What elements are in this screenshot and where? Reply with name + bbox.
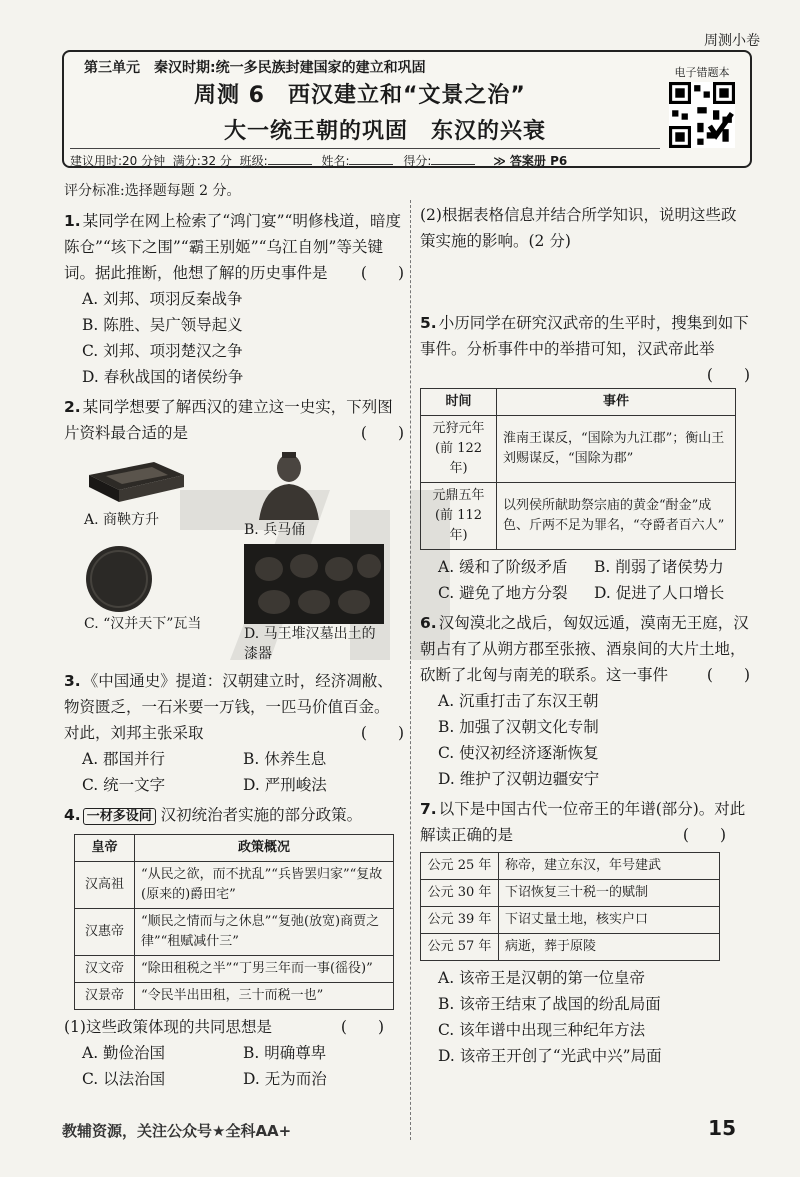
q2-option-d[interactable] <box>244 544 384 664</box>
q5-stem: 小历同学在研究汉武帝的生平时，搜集到如下事件。分析事件中的举措可知，汉武帝此举 <box>420 314 749 358</box>
q4-sub2: (2)根据表格信息并结合所学知识，说明这些政策实施的影响。(2 分) <box>420 206 737 250</box>
name-blank[interactable] <box>349 155 393 165</box>
year-cell: 公元 25 年 <box>421 853 499 880</box>
year-cell: 公元 39 年 <box>421 907 499 934</box>
q2-answer-slot[interactable]: ( ) <box>360 424 404 442</box>
q4-policy-table <box>74 834 394 1010</box>
policy-cell: “除田租税之半”“丁男三年而一事(徭役)” <box>135 956 394 983</box>
emperor-cell: 汉景帝 <box>75 983 135 1010</box>
table-row <box>75 983 394 1010</box>
q4-header-emperor: 皇帝 <box>75 835 135 862</box>
q2-option-a-label: A. 商鞅方升 <box>84 512 160 528</box>
q4-option-a[interactable]: A. 勤俭治国 <box>82 1044 166 1062</box>
q4-option-d[interactable]: D. 无为而治 <box>243 1070 327 1088</box>
question-7 <box>420 796 750 1069</box>
q6-number: 6. <box>420 614 437 632</box>
question-1 <box>64 208 404 390</box>
emperor-cell: 汉高祖 <box>75 862 135 909</box>
event-cell: 以列侯所献助祭宗庙的黄金“酎金”成色、斤两不足为罪名，“夺爵者百六人” <box>497 483 736 550</box>
q5-header-event: 事件 <box>497 389 736 416</box>
table-row <box>75 956 394 983</box>
q7-chronicle-table <box>420 852 720 961</box>
event-cell: 病逝，葬于原陵 <box>499 934 720 961</box>
table-row <box>75 862 394 909</box>
emperor-cell: 汉文帝 <box>75 956 135 983</box>
column-divider <box>410 200 411 1140</box>
class-blank[interactable] <box>268 155 312 165</box>
page-number: 15 <box>708 1116 736 1140</box>
q4-sub1-answer-slot[interactable]: ( ) <box>340 1018 384 1036</box>
q4-option-c[interactable]: C. 以法治国 <box>82 1070 166 1088</box>
q5-number: 5. <box>420 314 437 332</box>
q1-number: 1. <box>64 212 81 230</box>
table-row <box>421 853 720 880</box>
footer-promo: 教辅资源，关注公众号★全科AA+ <box>62 1122 292 1140</box>
time-cell: 元狩元年(前 122 年) <box>421 416 497 483</box>
q7-option-b[interactable]: B. 该帝王结束了战国的纷乱局面 <box>438 995 661 1013</box>
q5-option-d[interactable]: D. 促进了人口增长 <box>594 584 725 602</box>
full-score: 满分:32 分 <box>172 154 232 168</box>
qr-area <box>662 64 742 152</box>
class-label: 班级: <box>239 154 268 168</box>
q4-tag: 一材多设问 <box>83 808 156 825</box>
header-tag: 周测小卷 <box>704 33 760 49</box>
q2-option-c-label: C. “汉并天下”瓦当 <box>84 616 202 632</box>
lacquerware-image <box>244 544 384 624</box>
question-3 <box>64 668 404 798</box>
table-row <box>421 907 720 934</box>
table-row <box>421 934 720 961</box>
q5-header-time: 时间 <box>421 389 497 416</box>
q2-stem: 某同学想要了解西汉的建立这一史实，下列图片资料最合适的是 <box>64 398 393 442</box>
q1-option-a[interactable]: A. 刘邦、项羽反秦战争 <box>82 290 243 308</box>
q2-option-b-label: B. 兵马俑 <box>244 522 306 538</box>
event-cell: 下诏丈量土地，核实户口 <box>499 907 720 934</box>
table-row <box>421 483 736 550</box>
q2-option-b[interactable] <box>244 450 384 540</box>
scoring-note: 评分标准:选择题每题 2 分。 <box>64 183 241 199</box>
q1-option-b[interactable]: B. 陈胜、吴广领导起义 <box>82 316 243 334</box>
q2-option-c[interactable] <box>84 544 224 664</box>
q5-option-c[interactable]: C. 避免了地方分裂 <box>438 584 568 602</box>
event-cell: 称帝，建立东汉，年号建武 <box>499 853 720 880</box>
table-row <box>75 909 394 956</box>
q6-answer-slot[interactable]: ( ) <box>706 666 750 684</box>
q2-option-d-label: D. 马王堆汉墓出土的漆器 <box>244 626 376 662</box>
event-cell: 淮南王谋反，“国除为九江郡”；衡山王刘赐谋反，“国除为郡” <box>497 416 736 483</box>
q3-option-c[interactable]: C. 统一文字 <box>82 776 166 794</box>
q5-option-a[interactable]: A. 缓和了阶级矛盾 <box>438 558 568 576</box>
time-cell: 元鼎五年(前 112 年) <box>421 483 497 550</box>
q1-option-c[interactable]: C. 刘邦、项羽楚汉之争 <box>82 342 243 360</box>
q2-images-row2 <box>84 544 404 664</box>
shang-yang-measure-image <box>84 450 194 510</box>
question-6 <box>420 610 750 792</box>
q1-option-d[interactable]: D. 春秋战国的诸侯纷争 <box>82 368 244 386</box>
q5-answer-slot[interactable]: ( ) <box>706 366 750 384</box>
q6-option-d[interactable]: D. 维护了汉朝边疆安宁 <box>438 770 600 788</box>
q7-number: 7. <box>420 800 437 818</box>
q4-number: 4. <box>64 806 81 824</box>
q6-stem: 汉匈漠北之战后，匈奴远遁，漠南无王庭，汉朝占有了从朔方郡至张掖、酒泉间的大片土地，砍断了北匈与南羌的联系。这一事件 <box>420 614 749 684</box>
q7-answer-slot[interactable]: ( ) <box>682 826 726 844</box>
table-row <box>421 880 720 907</box>
q1-answer-slot[interactable]: ( ) <box>360 264 404 282</box>
han-tile-image <box>84 544 154 614</box>
unit-title: 第三单元 秦汉时期:统一多民族封建国家的建立和巩固 <box>84 60 426 76</box>
right-column <box>420 202 750 1073</box>
question-5 <box>420 310 750 606</box>
q2-images-row1 <box>84 450 404 540</box>
qr-label: 电子错题本 <box>674 66 730 79</box>
q7-option-d[interactable]: D. 该帝王开创了“光武中兴”局面 <box>438 1047 662 1065</box>
q7-option-a[interactable]: A. 该帝王是汉朝的第一位皇帝 <box>438 969 646 987</box>
q4-stem: 汉初统治者实施的部分政策。 <box>160 806 363 824</box>
page-title: 周测 6 西汉建立和“文景之治” <box>194 83 526 108</box>
q3-option-a[interactable]: A. 郡国并行 <box>82 750 166 768</box>
q3-answer-slot[interactable]: ( ) <box>360 724 404 742</box>
answer-ref: ≫ 答案册 P6 <box>493 154 568 168</box>
policy-cell: “从民之欲，而不扰乱”“兵皆罢归家”“复故(原来的)爵田宅” <box>135 862 394 909</box>
q1-stem: 某同学在网上检索了“鸿门宴”“明修栈道，暗度陈仓”“垓下之围”“霸王别姬”“乌江自刎”等关键词。据此推断，他想了解的历史事件是 <box>64 212 401 282</box>
q5-option-b[interactable]: B. 削弱了诸侯势力 <box>594 558 724 576</box>
grade-label: 得分: <box>403 154 432 168</box>
q7-option-c[interactable]: C. 该年谱中出现三种纪年方法 <box>438 1021 646 1039</box>
question-2 <box>64 394 404 664</box>
q3-number: 3. <box>64 672 81 690</box>
q4-option-b[interactable]: B. 明确尊卑 <box>243 1044 327 1062</box>
policy-cell: “顺民之情而与之休息”“复弛(放宽)商贾之律”“租赋减什三” <box>135 909 394 956</box>
title-box <box>62 50 752 168</box>
q3-stem: 《中国通史》提道：汉朝建立时，经济凋敝、物资匮乏，一石米要一万钱，一匹马价值百金。对此，刘邦主张采取 <box>64 672 393 742</box>
terracotta-warrior-image <box>244 450 334 520</box>
test-info <box>70 148 660 169</box>
q2-number: 2. <box>64 398 81 416</box>
table-row <box>421 416 736 483</box>
event-cell: 下诏恢复三十税一的赋制 <box>499 880 720 907</box>
q4-header-policy: 政策概况 <box>135 835 394 862</box>
q6-option-a[interactable]: A. 沉重打击了东汉王朝 <box>438 692 599 710</box>
page-subtitle: 大一统王朝的巩固 东汉的兴衰 <box>224 119 547 144</box>
name-label: 姓名: <box>321 154 350 168</box>
q3-option-d[interactable]: D. 严刑峻法 <box>243 776 327 794</box>
year-cell: 公元 30 年 <box>421 880 499 907</box>
q6-option-b[interactable]: B. 加强了汉朝文化专制 <box>438 718 599 736</box>
q5-event-table <box>420 388 736 550</box>
q4-sub1: (1)这些政策体现的共同思想是 <box>64 1018 272 1036</box>
policy-cell: “令民半出田租，三十而税一也” <box>135 983 394 1010</box>
q3-option-b[interactable]: B. 休养生息 <box>243 750 327 768</box>
q2-option-a[interactable] <box>84 450 224 540</box>
q7-stem: 以下是中国古代一位帝王的年谱(部分)。对此解读正确的是 <box>420 800 746 844</box>
qr-code-icon[interactable] <box>669 82 735 148</box>
q6-option-c[interactable]: C. 使汉初经济逐渐恢复 <box>438 744 599 762</box>
left-column <box>64 178 404 1096</box>
question-4 <box>64 802 404 1092</box>
emperor-cell: 汉惠帝 <box>75 909 135 956</box>
grade-blank[interactable] <box>431 155 475 165</box>
year-cell: 公元 57 年 <box>421 934 499 961</box>
suggested-time: 建议用时:20 分钟 <box>70 154 166 168</box>
